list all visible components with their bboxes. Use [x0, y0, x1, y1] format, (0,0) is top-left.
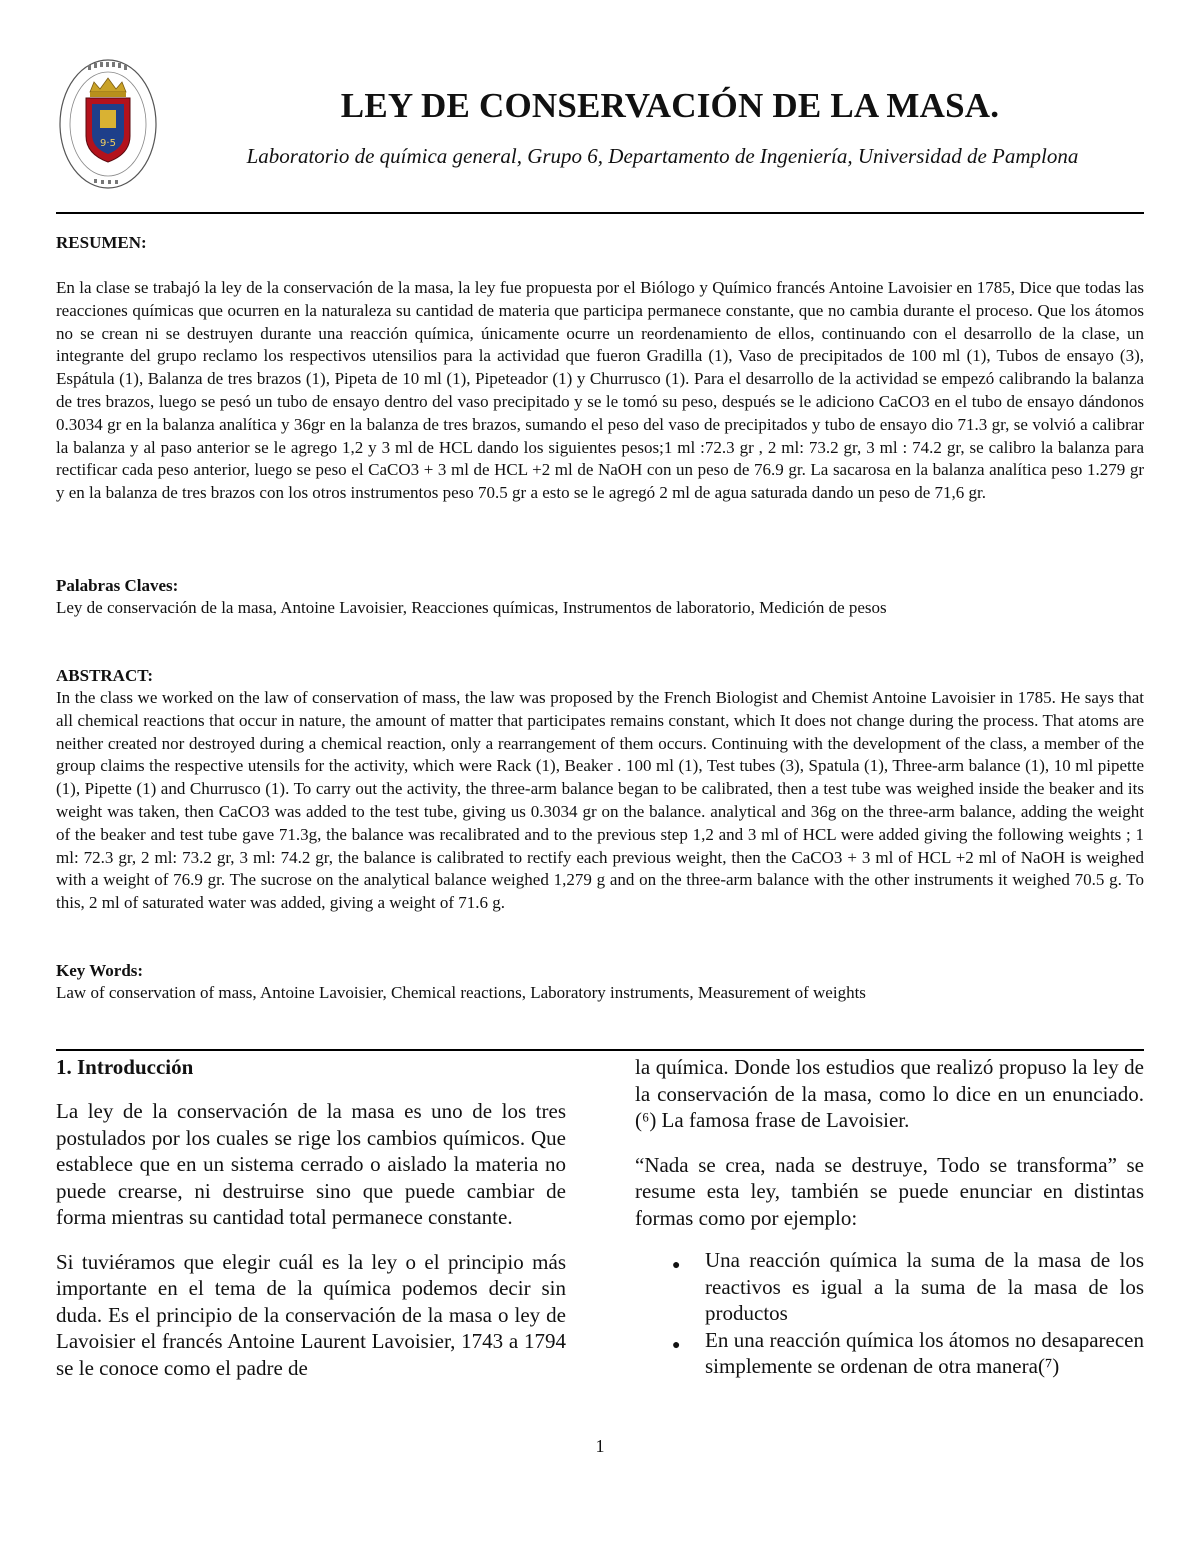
- resumen-section: [56, 232, 1144, 505]
- resumen-body: En la clase se trabajó la ley de la conservación de la masa, la ley fue propuesta por el Biólogo y Químico francés Antoine Lavoisier en 1785, Dice que todas las reacciones químicas que ocurren en la naturaleza su cantidad de materia que participa permanece constante, que no cambia durante el proceso. Que los átomos no se crean ni se destruyen durante una reacción química, únicamente ocurre un reordenamiento de ellos, continuando con el desarrollo de la clase, un integrante del grupo reclamo los respectivos utensilios para la actividad que fueron Gradilla (1), Vaso de precipitados de 100 ml (1), Tubos de ensayo (3), Espátula (1), Balanza de tres brazos (1), Pipeta de 10 ml (1), Pipeteador (1) y Churrusco (1). Para el desarrollo de la actividad se empezó calibrando la balanza de tres brazos, luego se pesó un tubo de ensayo dentro del vaso precipitado y se le tomó su peso, después se le adiciono CaCO3 en el tubo de ensayo dándonos 0.3034 gr en la balanza analítica y 36gr en la balanza de tres brazos, sumando el peso del vaso de precipitados y tubo de ensayo dio 71.3 gr, se volvió a calibrar la balanza y al paso anterior se le agrego 1,2 y 3 ml de HCL dando los siguientes pesos;1 ml :72.3 gr , 2 ml: 73.2 gr, 3 ml : 74.2 gr, se calibro la balanza para rectificar cada peso anterior, luego se peso el CaCO3 + 3 ml de HCL +2 ml de NaOH con un peso de 76.9 gr. La sacarosa en la balanza analítica peso 1.279 gr y en la balanza de tres brazos con los otros instrumentos peso 70.5 gr a esto se le agregó 2 ml de agua saturada dando un peso de 71,6 gr.: [56, 278, 1144, 503]
- intro-heading: 1. Introducción: [56, 1055, 194, 1079]
- intro-paragraph-2: Si tuviéramos que elegir cuál es la ley o el principio más importante en el tema de la química podemos decir sin duda. Es el principio de la conservación de la masa o ley de Lavoisier el francés Antoine Laurent Lavoisier, 1743 a 1794 se le conoce como el padre de: [56, 1249, 566, 1380]
- abstract-heading: ABSTRACT:: [56, 666, 153, 685]
- paper-subtitle: Laboratorio de química general, Grupo 6, Departamento de Ingeniería, Universidad de Pamplona: [246, 144, 1079, 168]
- intro-paragraph-4: “Nada se crea, nada se destruye, Todo se transforma” se resume esta ley, también se puede enunciar en distintas formas como por ejemplo:: [635, 1152, 1144, 1230]
- abstract-section: [56, 665, 1144, 915]
- paper-title: LEY DE CONSERVACIÓN DE LA MASA.: [340, 86, 1000, 125]
- key-words-section: [56, 960, 1144, 1005]
- page-number: 1: [595, 1436, 605, 1456]
- intro-left-column: [56, 1054, 566, 1381]
- bullet-dot-icon: ●: [672, 1337, 681, 1353]
- list-item: [635, 1247, 1144, 1327]
- bullet-dot-icon: ●: [672, 1258, 681, 1273]
- header-divider: [56, 212, 1144, 214]
- bullet-text: En una reacción química los átomos no desaparecen simplemente se ordenan de otra manera(⁷): [705, 1327, 1144, 1378]
- palabras-claves-section: [56, 575, 1144, 620]
- bullet-text: Una reacción química la suma de la masa de los reactivos es igual a la suma de la masa de los productos: [705, 1248, 1144, 1325]
- intro-paragraph-1: La ley de la conservación de la masa es uno de los tres postulados por los cuales se rige los cambios químicos. Que establece que en un sistema cerrado o aislado la materia no puede crearse, ni destruirse sino que puede cambiar de forma mientras su cantidad total permanece constante.: [56, 1099, 566, 1229]
- university-seal-logo: [58, 58, 158, 190]
- key-words-body: Law of conservation of mass, Antoine Lavoisier, Chemical reactions, Laboratory instruments, Measurement of weights: [56, 983, 866, 1002]
- abstract-body: In the class we worked on the law of conservation of mass, the law was proposed by the French Biologist and Chemist Antoine Lavoisier in 1785. He says that all chemical reactions that occur in nature, the amount of matter that participates remains constant, which It does not change during the process. That atoms are neither created nor destroyed during a chemical reaction, only a rearrangement of them occurs. Continuing with the development of the class, a member of the group claims the respective utensils for the activity, which were Rack (1), Beaker . 100 ml (1), Test tubes (3), Spatula (1), Three-arm balance (1), 10 ml pipette (1), Pipette (1) and Churrusco (1). To carry out the activity, the three-arm balance began to be calibrated, then a test tube was weighed inside the beaker and its weight was taken, then CaCO3 was added to the test tube, giving us 0.3034 gr on the balance. analytical and 36g on the three-arm balance, adding the weight of the beaker and test tube gave 71.3g, the balance was recalibrated and to the previous step 1,2 and 3 ml of HCL were added giving the following weights ; 1 ml: 72.3 gr, 2 ml: 73.2 gr, 3 ml: 74.2 gr, the balance is calibrated to rectify each previous weight, then the CaCO3 + 3 ml of HCL +2 ml of NaOH is weighed with a weight of 76.9 gr. The sucrose on the analytical balance weighed 1,279 g and on the three-arm balance with the other instruments it weighed 70.5 g. To this, 2 ml of saturated water was added, giving a weight of 71.6 g.: [56, 688, 1144, 913]
- palabras-claves-body: Ley de conservación de la masa, Antoine Lavoisier, Reacciones químicas, Instrumentos de laboratorio, Medición de pesos: [56, 598, 887, 617]
- svg-text:9·5: 9·5: [100, 138, 116, 149]
- resumen-heading: RESUMEN:: [56, 233, 147, 252]
- intro-right-column: [635, 1054, 1144, 1380]
- intro-bullet-list: [635, 1247, 1144, 1380]
- palabras-claves-heading: Palabras Claves:: [56, 576, 179, 595]
- list-item: [635, 1327, 1144, 1380]
- section-divider: [56, 1049, 1144, 1051]
- key-words-heading: Key Words:: [56, 961, 144, 980]
- intro-paragraph-3: la química. Donde los estudios que realizó propuso la ley de la conservación de la masa, como lo dice en un enunciado.(⁶) La famosa frase de Lavoisier.: [635, 1055, 1144, 1132]
